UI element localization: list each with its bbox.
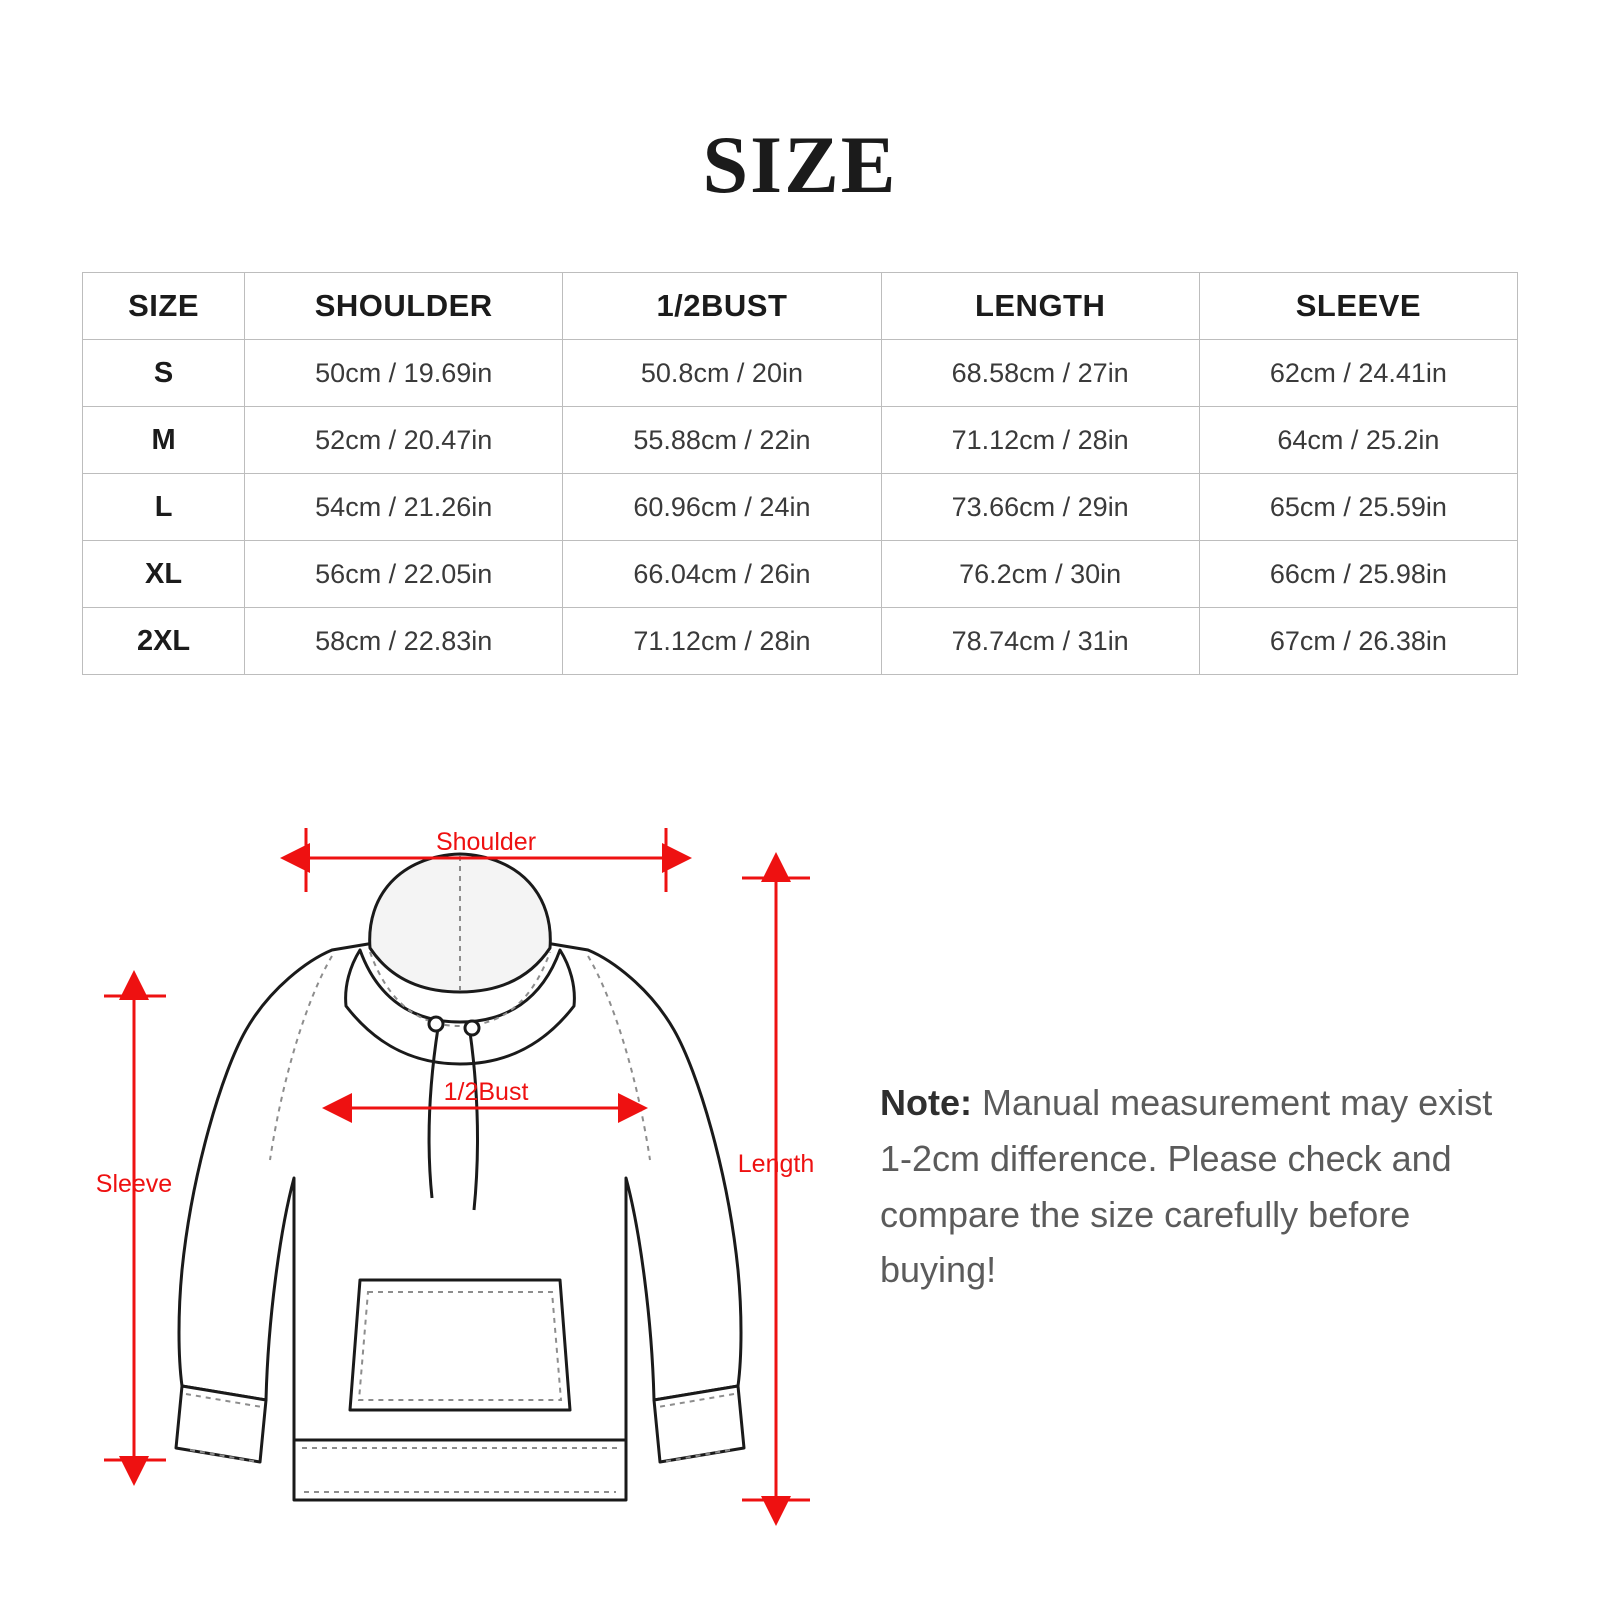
- note-text: Manual measurement may exist 1-2cm difference. Please check and compare the size carefully before buying!: [880, 1082, 1493, 1291]
- cell-sleeve: 65cm / 25.59in: [1199, 474, 1517, 541]
- column-header-bust: 1/2BUST: [563, 273, 881, 340]
- column-header-size: SIZE: [83, 273, 245, 340]
- cell-length: 73.66cm / 29in: [881, 474, 1199, 541]
- note-prefix: Note:: [880, 1082, 972, 1123]
- table-row: [83, 608, 1518, 675]
- table-header-row: [83, 273, 1518, 340]
- cell-length: 76.2cm / 30in: [881, 541, 1199, 608]
- table-row: [83, 474, 1518, 541]
- length-measure-arrow: [742, 878, 810, 1500]
- cell-shoulder: 56cm / 22.05in: [245, 541, 563, 608]
- cell-size: M: [83, 407, 245, 474]
- cell-length: 78.74cm / 31in: [881, 608, 1199, 675]
- length-label: Length: [737, 1150, 815, 1178]
- cell-bust: 55.88cm / 22in: [563, 407, 881, 474]
- page-title: SIZE: [702, 119, 898, 210]
- cell-shoulder: 50cm / 19.69in: [245, 340, 563, 407]
- cell-sleeve: 62cm / 24.41in: [1199, 340, 1517, 407]
- column-header-length: LENGTH: [881, 273, 1199, 340]
- column-header-sleeve: SLEEVE: [1199, 273, 1517, 340]
- cell-size: L: [83, 474, 245, 541]
- measurement-note: [880, 1075, 1520, 1298]
- cell-length: 71.12cm / 28in: [881, 407, 1199, 474]
- cell-shoulder: 58cm / 22.83in: [245, 608, 563, 675]
- cell-shoulder: 54cm / 21.26in: [245, 474, 563, 541]
- sleeve-measure-arrow: [104, 996, 166, 1460]
- cell-size: 2XL: [83, 608, 245, 675]
- cell-sleeve: 66cm / 25.98in: [1199, 541, 1517, 608]
- shoulder-label: Shoulder: [435, 828, 537, 856]
- cell-bust: 60.96cm / 24in: [563, 474, 881, 541]
- cell-bust: 71.12cm / 28in: [563, 608, 881, 675]
- cell-sleeve: 67cm / 26.38in: [1199, 608, 1517, 675]
- bust-label: 1/2Bust: [443, 1078, 529, 1106]
- cell-size: S: [83, 340, 245, 407]
- table-row: [83, 407, 1518, 474]
- cell-bust: 66.04cm / 26in: [563, 541, 881, 608]
- cell-shoulder: 52cm / 20.47in: [245, 407, 563, 474]
- table-row: [83, 541, 1518, 608]
- sleeve-label: Sleeve: [95, 1170, 173, 1198]
- hoodie-measurement-diagram: [70, 800, 850, 1540]
- table-row: [83, 340, 1518, 407]
- cell-size: XL: [83, 541, 245, 608]
- cell-sleeve: 64cm / 25.2in: [1199, 407, 1517, 474]
- size-chart-table: [82, 272, 1518, 675]
- cell-length: 68.58cm / 27in: [881, 340, 1199, 407]
- column-header-shoulder: SHOULDER: [245, 273, 563, 340]
- cell-bust: 50.8cm / 20in: [563, 340, 881, 407]
